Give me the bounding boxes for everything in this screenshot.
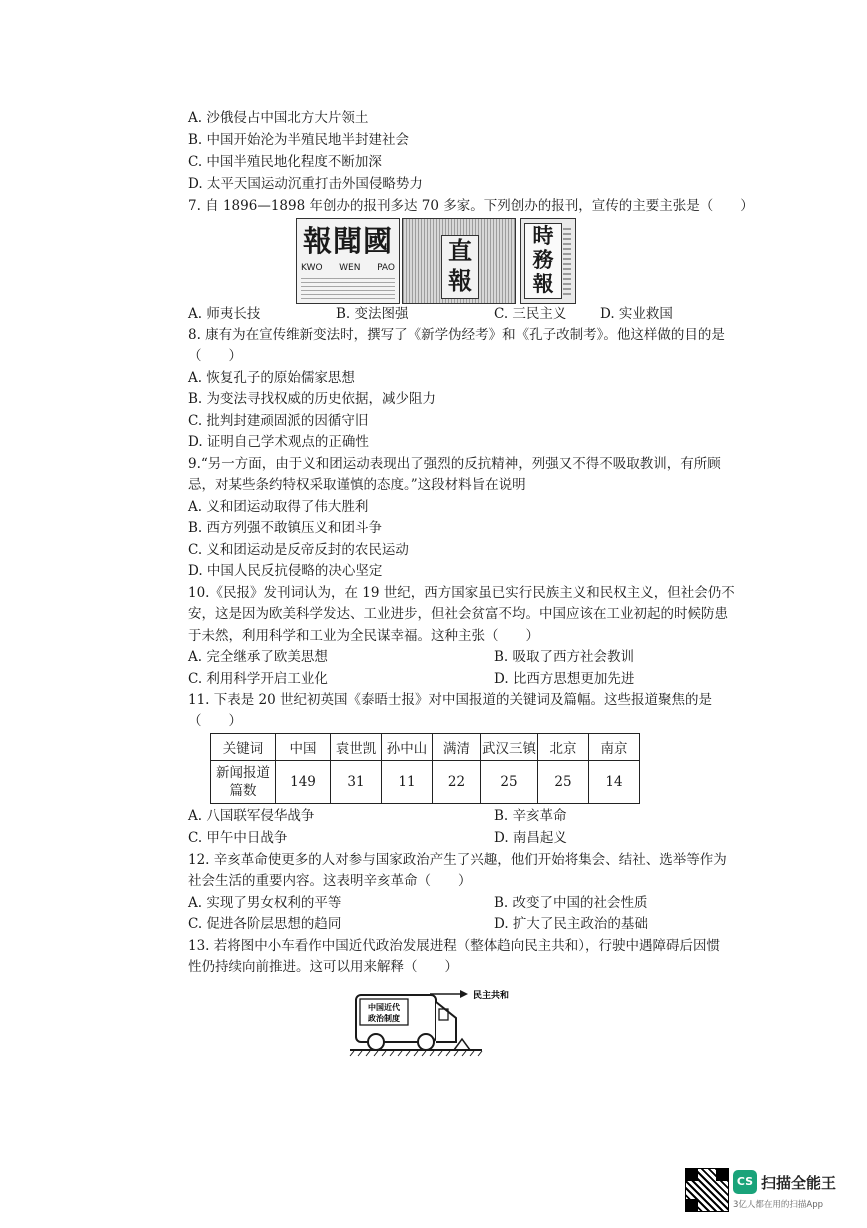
q9-stem-line-1: 9.“另一方面，由于义和团运动表现出了强烈的反抗精神，列强又不得不吸取教训，有所顾 [188,456,721,472]
header-cell-sun-yatsen: 孙中山 [382,734,433,761]
q10-option-b: B. 吸取了西方社会教训 [494,649,635,665]
zhibao-char-1: 直 [448,236,472,265]
count-cell: 149 [276,761,331,804]
shiwubao-image [520,218,576,304]
q12-stem-line-2: 社会生活的重要内容。这表明辛亥革命（ ） [188,873,472,889]
q10-option-d: D. 比西方思想更加先进 [494,671,635,687]
car-wheel-front [418,1034,434,1050]
shiwubao-char-1: 時 [532,223,554,248]
q7-option-a: A. 师夷长技 [188,306,261,322]
keyword-table [210,733,640,804]
count-cell: 14 [589,761,640,804]
q6-option-a: A. 沙俄侵占中国北方大片领土 [188,110,369,126]
guowenbao-fineprint [301,277,395,299]
guowenbao-title: 報聞國 [302,224,393,258]
road-hatching [350,1051,482,1056]
q10-stem-line-1: 10.《民报》发刊词认为，在 19 世纪，西方国家虽已实行民族主义和民权主义，但社会仍不 [188,585,735,601]
keyword-table-header-row [211,734,640,761]
row-label-line-1: 新闻报道 [216,765,270,781]
header-cell-beijing: 北京 [538,734,589,761]
car-label-line-2: 政治制度 [368,1014,400,1023]
header-cell-keyword: 关键词 [211,734,276,761]
qr-code-icon [685,1168,729,1212]
q6-option-c: C. 中国半殖民地化程度不断加深 [188,154,382,170]
q10-option-c: C. 利用科学开启工业化 [188,671,328,687]
q8-stem: 8. 康有为在宣传维新变法时，撰写了《新学伪经考》和《孔子改制考》。他这样做的目的是 [188,327,725,343]
header-cell-yuan-shikai: 袁世凯 [331,734,382,761]
q10-stem-line-3: 于未然，利用科学和工业为全民谋幸福。这种主张（ ） [188,628,539,644]
zhibao-title-box [441,235,479,299]
q8-option-a: A. 恢复孔子的原始儒家思想 [188,370,355,386]
q13-stem-line-2: 性仍持续向前推进。这可以用来解释（ ） [188,959,458,975]
guowenbao-roman-2: WEN [339,263,361,273]
q12-stem-line-1: 12. 辛亥革命使更多的人对参与国家政治产生了兴趣，他们开始将集会、结社、选举等作为 [188,852,727,868]
header-cell-wuhan: 武汉三镇 [481,734,538,761]
car-hood [436,1002,456,1042]
count-cell: 31 [331,761,382,804]
cs-logo-icon: CS [733,1170,757,1194]
q11-option-b: B. 辛亥革命 [494,808,567,824]
car-figure [340,980,520,1060]
q13-stem-line-1: 13. 若将图中小车看作中国近代政治发展进程（整体趋向民主共和），行驶中遇障碍后因惯 [188,938,721,954]
arrow-label: 民主共和 [473,991,510,1001]
q11-option-d: D. 南昌起义 [494,830,567,846]
car-label-line-1: 中国近代 [368,1003,400,1012]
q7-option-d: D. 实业救国 [600,306,673,322]
header-cell-qing: 满清 [433,734,481,761]
scanner-brand: 扫描全能王 [761,1174,837,1192]
q9-option-b: B. 西方列强不敢镇压义和团斗争 [188,520,383,536]
q8-blank: （ ） [188,348,242,364]
q11-option-c: C. 甲午中日战争 [188,830,288,846]
q12-option-b: B. 改变了中国的社会性质 [494,895,648,911]
header-cell-china: 中国 [276,734,331,761]
q10-stem-line-2: 安，这是因为欧美科学发达、工业进步，但社会贫富不均。中国应该在工业初起的时候防患 [188,606,728,622]
q7-option-b: B. 变法图强 [336,306,409,322]
scanner-watermark [685,1168,847,1216]
count-cell: 25 [481,761,538,804]
count-cell: 22 [433,761,481,804]
q8-option-d: D. 证明自己学术观点的正确性 [188,434,369,450]
q9-option-c: C. 义和团运动是反帝反封的农民运动 [188,542,409,558]
shiwubao-side-text [563,225,571,295]
count-cell: 11 [382,761,433,804]
scanner-tagline: 3亿人都在用的扫描App [733,1200,824,1210]
q8-option-c: C. 批判封建顽固派的因循守旧 [188,413,369,429]
q8-option-b: B. 为变法寻找权威的历史依据，减少阻力 [188,391,437,407]
direction-arrowhead [460,990,468,998]
q11-blank: （ ） [188,713,242,729]
q7-option-c: C. 三民主义 [494,306,567,322]
q9-option-a: A. 义和团运动取得了伟大胜利 [188,499,369,515]
q12-option-c: C. 促进各阶层思想的趋同 [188,916,342,932]
guowenbao-roman-3: PAO [377,263,395,273]
q9-option-d: D. 中国人民反抗侵略的决心坚定 [188,563,383,579]
header-cell-nanjing: 南京 [589,734,640,761]
shiwubao-title-box [524,223,562,299]
q9-stem-line-2: 忌，对某些条约特权采取谨慎的态度。”这段材料旨在说明 [188,477,526,493]
q11-option-a: A. 八国联军侵华战争 [188,808,315,824]
q10-option-a: A. 完全继承了欧美思想 [188,649,328,665]
guowenbao-image [296,218,400,304]
zhibao-char-2: 報 [448,266,472,295]
q6-option-d: D. 太平天国运动沉重打击外国侵略势力 [188,176,423,192]
q11-stem: 11. 下表是 20 世纪初英国《泰晤士报》对中国报道的关键词及篇幅。这些报道聚焦的是 [188,692,713,708]
q6-option-b: B. 中国开始沦为半殖民地半封建社会 [188,132,410,148]
q12-option-d: D. 扩大了民主政治的基础 [494,916,648,932]
shiwubao-char-3: 報 [532,271,554,296]
q7-stem: 7. 自 1896—1898 年创办的报刊多达 70 多家。下列创办的报刊，宣传的主要主张是（ ） [188,198,754,214]
guowenbao-roman-1: KWO [301,263,323,273]
zhibao-image [402,218,516,304]
car-wheel-rear [368,1034,384,1050]
row-label-cell [211,761,276,804]
row-label-line-2: 篇数 [229,783,257,799]
count-cell: 25 [538,761,589,804]
keyword-table-count-row [211,761,640,804]
shiwubao-char-2: 務 [532,247,554,272]
q12-option-a: A. 实现了男女权利的平等 [188,895,342,911]
